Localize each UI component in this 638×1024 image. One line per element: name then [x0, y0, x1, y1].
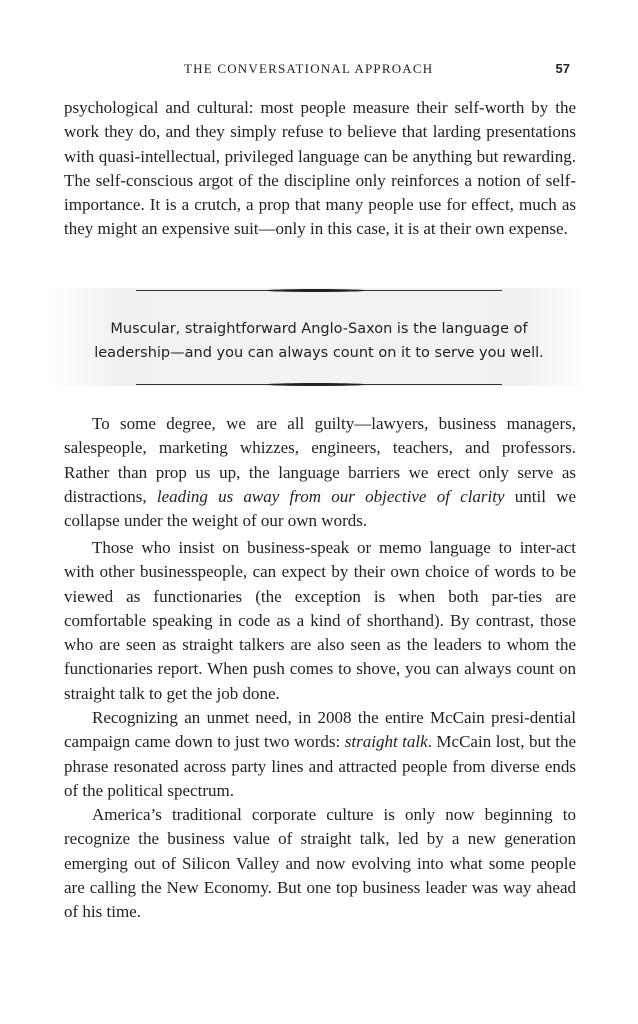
paragraph-2-text-a: To some degree, we are all guilty—lawyers, business managers, salespeople, marketing whizzes, engineers, teachers, and professors. Rather than prop us up, the language barriers we erect only serve as distractions,: [64, 414, 576, 506]
paragraph-4-text-a: Recognizing an unmet need, in 2008 the entire McCain presi-dential campaign came down to just two words:: [64, 708, 576, 752]
page-header: [64, 61, 576, 81]
pull-quote-line-1: Muscular, straightforward Anglo-Saxon is the language of: [110, 321, 528, 337]
paragraph-4: [64, 706, 576, 803]
pull-quote-line-2: leadership—and you can always count on it to serve you well.: [94, 345, 544, 361]
pull-quote-bottom-rule: [136, 384, 502, 385]
paragraph-2-text-b: until we collapse under the weight of our own words.: [64, 486, 576, 531]
paragraph-4-text-b: . McCain lost, but the phrase resonated across party lines and attracted people from diverse ends of the political spectrum.: [64, 732, 577, 800]
paragraph-3: Those who insist on business-speak or memo language to inter-act with other businesspeople, can expect by their own choice of words to be viewed as functionaries (the exception is when both par-ties are comfortable speaking in code as a kind of shorthand). By contrast, those who are seen as straight talkers are also seen as the leaders to whom the functionaries report. When push comes to shove, you can always count on straight talk to get the job done.: [64, 538, 576, 703]
pull-quote-text: [48, 317, 590, 365]
paragraph-1: psychological and cultural: most people measure their self-worth by the work they do, and they simply refuse to believe that larding presentations with quasi-intellectual, privileged language can be anything but rewarding. The self-conscious argot of the discipline only reinforces a notion of self-importance. It is a crutch, a prop that many people use for effect, much as they might an expensive suit—only in this case, it is at their own expense.: [64, 98, 576, 239]
paragraph-2-emphasis: leading us away from our objective of clarity: [156, 486, 505, 506]
paragraph-4-emphasis: straight talk: [344, 732, 428, 752]
paragraph-2: [64, 412, 576, 533]
paragraph-5: America’s traditional corporate culture is only now beginning to recognize the business value of straight talk, led by a new generation emerging out of Silicon Valley and now evolving into what some people are calling the New Economy. But one top business leader was way ahead of his time.: [64, 805, 576, 922]
pull-quote: [48, 288, 590, 386]
running-title: THE CONVERSATIONAL APPROACH: [184, 61, 434, 76]
page-number: 57: [555, 61, 570, 76]
pull-quote-top-rule: [136, 290, 502, 291]
